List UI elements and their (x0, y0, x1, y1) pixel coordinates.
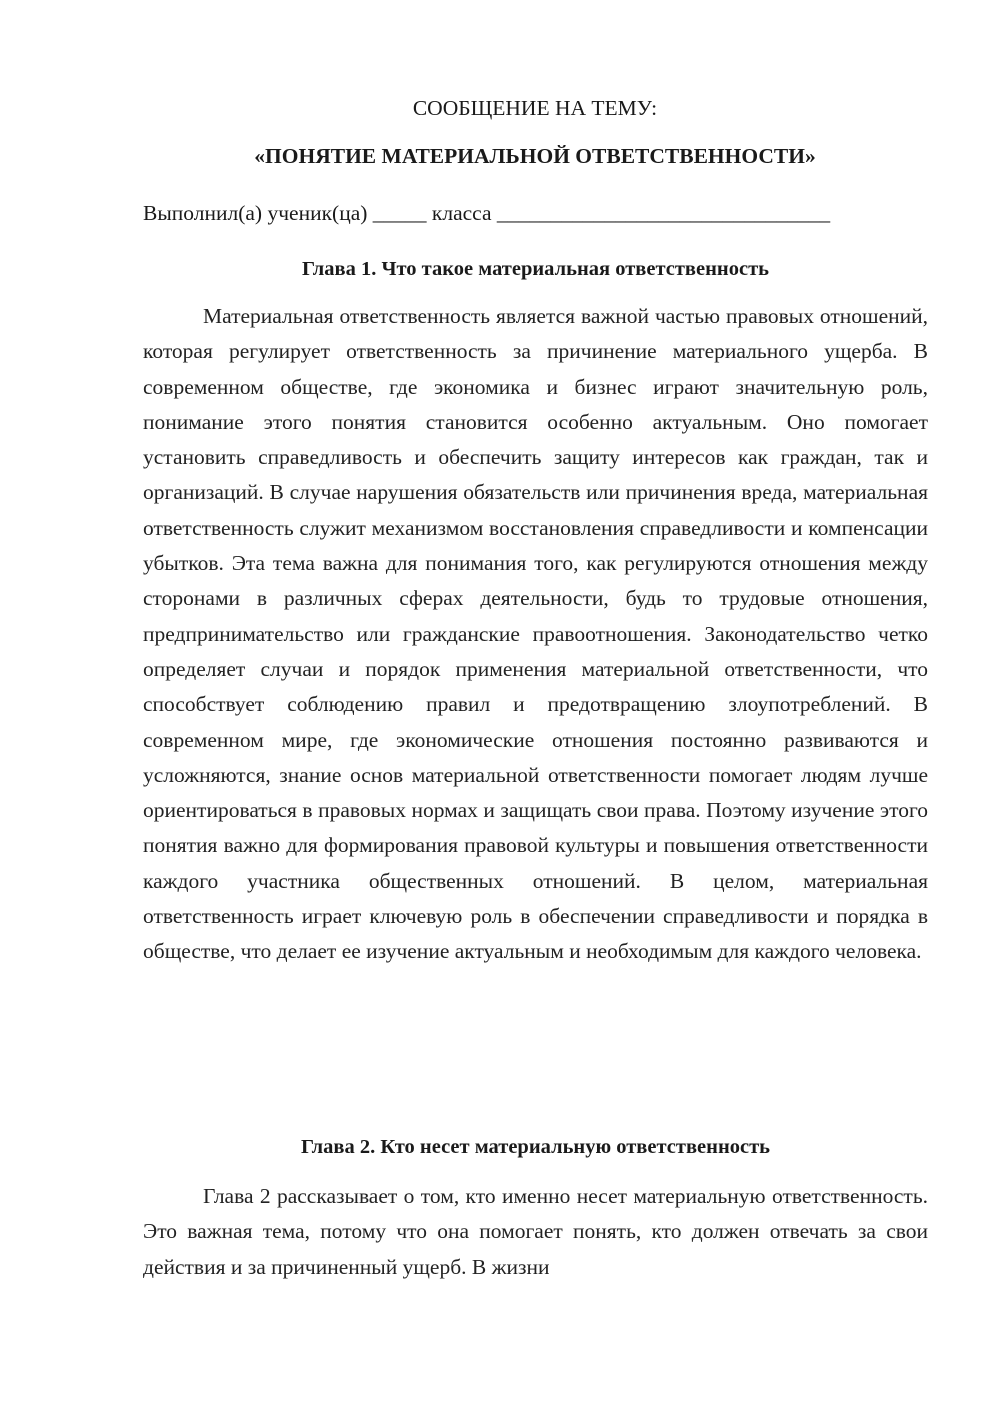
chapter-1-paragraph: Материальная ответственность является важной частью правовых отношений, которая регулирует ответственность за причинение материального ущерба. В современном обществе, где экономика и бизнес играют значительную роль, понимание этого понятия становится особенно актуальным. Оно помогает установить справедливость и обеспечить защиту интересов как граждан, так и организаций. В случае нарушения обязательств или причинения вреда, материальная ответственность служит механизмом восстановления справедливости и компенсации убытков. Эта тема важна для понимания того, как регулируются отношения между сторонами в различных сферах деятельности, будь то трудовые отношения, предпринимательство или гражданские правоотношения. Законодательство четко определяет случаи и порядок применения материальной ответственности, что способствует соблюдению правил и предотвращению злоупотреблений. В современном мире, где экономические отношения постоянно развиваются и усложняются, знание основ материальной ответственности помогает людям лучше ориентироваться в правовых нормах и защищать свои права. Поэтому изучение этого понятия важно для формирования правовой культуры и повышения ответственности каждого участника общественных отношений. В целом, материальная ответственность играет ключевую роль в обеспечении справедливости и порядка в обществе, что делает ее изучение актуальным и необходимым для каждого человека. (143, 304, 928, 964)
author-line: Выполнил(а) ученик(ца) _____ класса _______________________________ (143, 201, 831, 225)
chapter-1-heading: Глава 1. Что такое материальная ответственность (302, 258, 769, 280)
chapter-2-paragraph: Глава 2 рассказывает о том, кто именно несет материальную ответственность. Это важная тема, потому что она помогает понять, кто должен отвечать за свои действия и за причиненный ущерб. В жизни (143, 1184, 928, 1279)
document-title-line-2: «ПОНЯТИЕ МАТЕРИАЛЬНОЙ ОТВЕТСТВЕННОСТИ» (254, 144, 816, 168)
chapter-2-heading: Глава 2. Кто несет материальную ответственность (300, 1136, 771, 1158)
document-title-line-1: СООБЩЕНИЕ НА ТЕМУ: (412, 96, 658, 120)
